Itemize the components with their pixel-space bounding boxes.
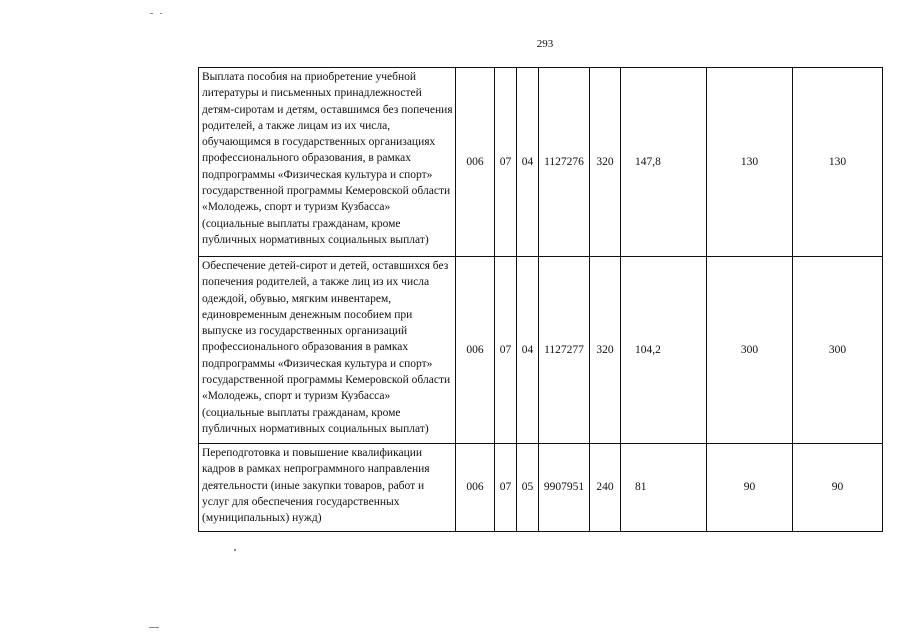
subsection-code-cell: 04 [517,68,539,257]
expense-name-cell: Обеспечение детей-сирот и детей, оставшихся без попечения родителей, а также лиц из их числа одеждой, обувью, мягким инвентарем, единовременным денежным пособием при выпуске из государственных организаций профессионального образования в рамках подпрограммы «Физическая культура и спорт» государственной программы Кемеровской области «Молодежь, спорт и туризм Кузбасса» (социальные выплаты гражданам, кроме публичных нормативных социальных выплат) [199,257,456,444]
table-row [199,257,883,444]
table-row [199,444,883,532]
target-article-cell: 1127276 [539,68,590,257]
sum-year2-cell: 300 [707,257,793,444]
expense-type-cell: 320 [590,68,621,257]
sum-year3-cell: 90 [793,444,883,532]
ministry-code-cell: 006 [456,68,495,257]
ministry-code-cell: 006 [456,444,495,532]
scan-speck [150,13,153,14]
expense-type-cell: 320 [590,257,621,444]
sum-year3-cell: 130 [793,68,883,257]
section-code-cell: 07 [495,257,517,444]
sum-year2-cell: 90 [707,444,793,532]
subsection-code-cell: 05 [517,444,539,532]
expense-name-cell: Переподготовка и повышение квалификации кадров в рамках непрограммного направления деятельности (иные закупки товаров, работ и услуг для обеспечения государственных (муниципальных) нужд) [199,444,456,532]
budget-table [198,67,883,532]
page-number: 293 [536,38,554,50]
sum-year3-cell: 300 [793,257,883,444]
expense-type-cell: 240 [590,444,621,532]
target-article-cell: 1127277 [539,257,590,444]
section-code-cell: 07 [495,444,517,532]
sum-year1-cell: 147,8 [621,68,707,257]
scan-speck [160,13,162,14]
table-row [199,68,883,257]
ministry-code-cell: 006 [456,257,495,444]
expense-name-cell: Выплата пособия на приобретение учебной литературы и письменных принадлежностей детям-сиротам и детям, оставшимся без попечения родителей, а также лицам из их числа, обучающимся в государственных организациях профессионального образования, в рамках подпрограммы «Физическая культура и спорт» государственной программы Кемеровской области «Молодежь, спорт и туризм Кузбасса» (социальные выплаты гражданам, кроме публичных нормативных социальных выплат) [199,68,456,257]
sum-year1-cell: 104,2 [621,257,707,444]
sum-year1-cell: 81 [621,444,707,532]
subsection-code-cell: 04 [517,257,539,444]
scan-speck [149,627,159,628]
section-code-cell: 07 [495,68,517,257]
target-article-cell: 9907951 [539,444,590,532]
sum-year2-cell: 130 [707,68,793,257]
scan-speck [234,549,236,551]
